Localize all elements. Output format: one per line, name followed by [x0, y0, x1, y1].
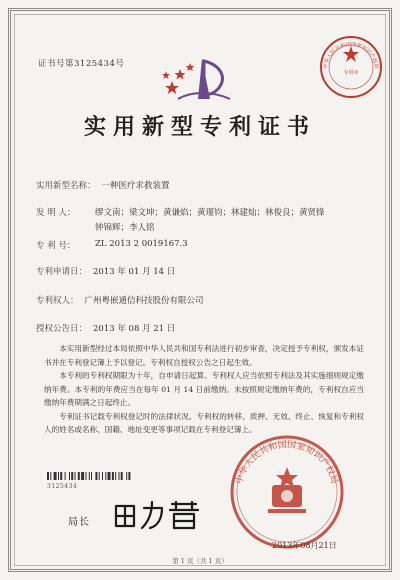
inventor-row	[36, 206, 75, 218]
filing-date-label: 专利申请日：	[36, 267, 88, 277]
certificate-body	[44, 342, 364, 437]
seal-date: 2013年08月21日	[272, 541, 337, 550]
patent-number-row	[36, 239, 75, 251]
inventor-line-1: 缪文南；梁文坤；黄谦焰；黄瑾钧；林建灿；林俊良；黄贤锋	[95, 208, 325, 218]
filing-date-value: 2013 年 01 月 14 日	[93, 267, 176, 277]
top-official-seal-icon	[318, 34, 384, 100]
filing-date-row	[36, 265, 175, 277]
official-seal-icon	[228, 433, 346, 551]
director-label: 局长	[68, 517, 90, 528]
body-paragraph: 本实用新型经过本局依照中华人民共和国专利法进行初步审查，决定授予专利权，颁发本证书并在专利登记簿上予以登记。专利权自授权公告之日起生效。	[44, 344, 364, 367]
director-signature-icon	[112, 498, 202, 532]
barcode-icon	[47, 472, 183, 480]
patent-number-label: 专 利 号：	[36, 241, 76, 251]
utility-model-name-label: 实用新型名称：	[36, 181, 96, 191]
patentee-row	[36, 294, 204, 306]
inventor-line-2: 钟锦辉；李人铭	[95, 223, 155, 233]
svg-text:中华人民共和国国家知识产权局: 中华人民共和国国家知识产权局	[322, 41, 380, 70]
utility-model-name-value: 一种医疗求救装置	[101, 181, 170, 191]
body-paragraph: 专利证书记载专利权登记时的法律状况。专利权的转移、质押、无效、终止、恢复和专利权人的姓名或名称、国籍、地址变更等事项记载在专利登记簿上。	[44, 411, 364, 434]
body-paragraph: 本专利的专利权期限为十年，自申请日起算。专利权人应当依照专利法及其实施细则规定缴纳年费。本专利的年费应当在每年 01 月 14 日前缴纳。未按照规定缴纳年费的，专利权自应当缴纳年费期满之日起终止。	[44, 371, 364, 407]
page-footer: 第 1 页（共 1 页）	[172, 557, 228, 565]
patent-number-value: ZL 2013 2 0019167.3	[95, 239, 188, 249]
grant-date-value: 2013 年 08 月 21 日	[93, 324, 176, 334]
cnipa-emblem-icon	[158, 55, 244, 115]
svg-text:专用章: 专用章	[343, 70, 359, 76]
inventor-label: 发 明 人：	[36, 208, 76, 218]
certificate-number: 证书号第3125434号	[38, 59, 125, 69]
svg-text:中华人民共和国国家知识产权局: 中华人民共和国国家知识产权局	[234, 440, 340, 486]
grant-date-label: 授权公告日：	[36, 324, 88, 334]
patentee-value: 广州粤嵌通信科技股份有限公司	[84, 296, 204, 306]
barcode-number: 3125434	[47, 483, 78, 490]
certificate-title: 实用新型专利证书	[83, 114, 316, 140]
grant-date-row	[36, 322, 175, 334]
patentee-label: 专利权人：	[36, 296, 79, 306]
utility-model-name-row	[36, 179, 170, 191]
